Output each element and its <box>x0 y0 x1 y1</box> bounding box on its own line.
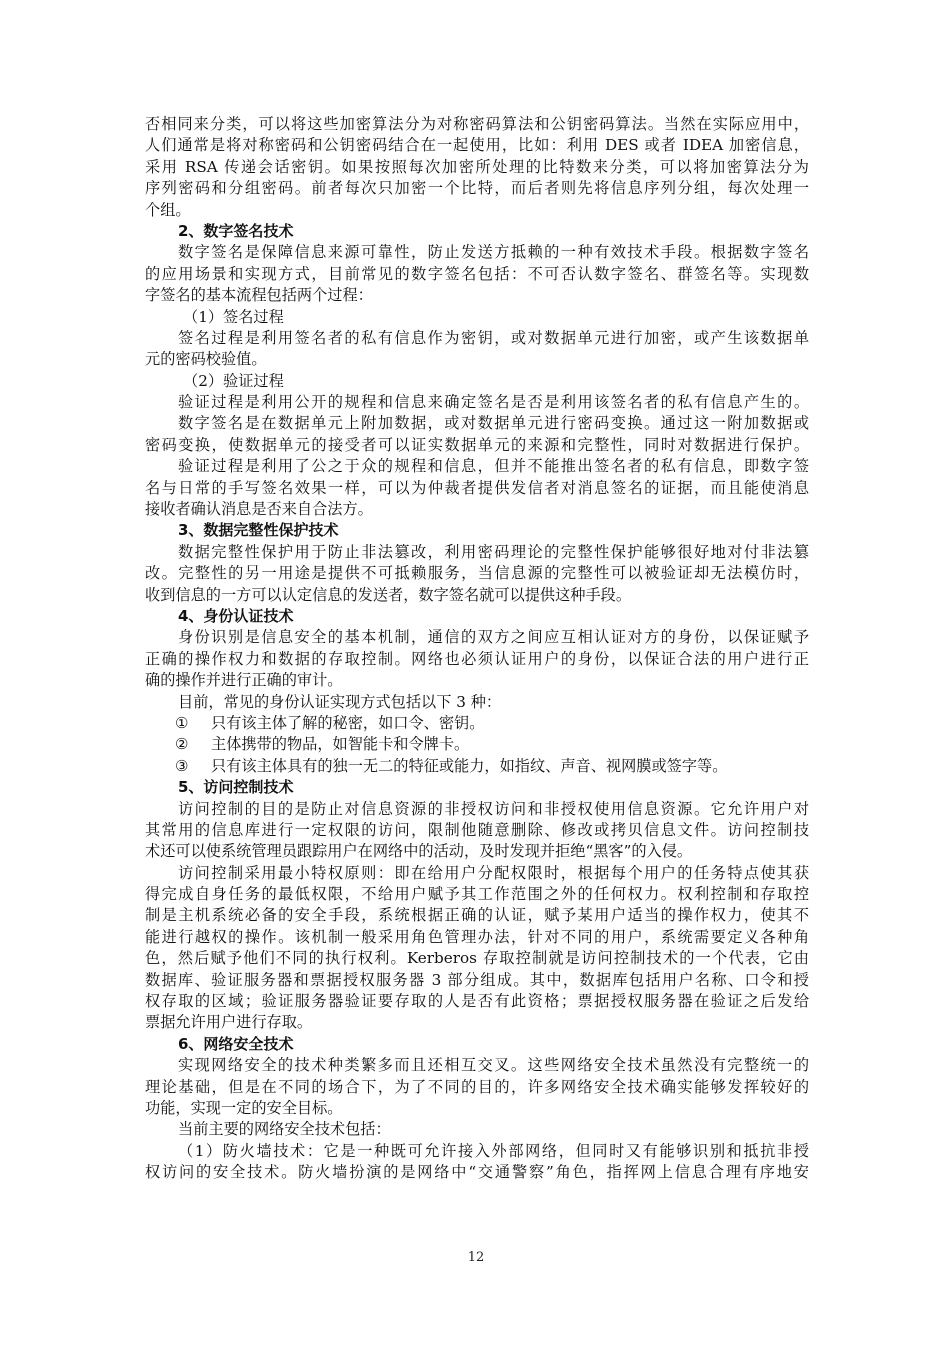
text-line: 名与日常的手写签名效果一样，可以为仲裁者提供发信者对消息签名的证据，而且能使消息 <box>145 478 809 497</box>
text-line: 访问控制采用最小特权原则：即在给用户分配权限时，根据每个用户的任务特点使其获 <box>178 863 809 882</box>
intro-paragraph <box>145 114 809 221</box>
list-item <box>145 756 809 777</box>
section-heading-network-security: 6、网络安全技术 <box>178 1034 294 1053</box>
list-marker: ① <box>175 713 189 732</box>
text-line: 字签名的基本流程包括两个过程： <box>145 286 373 305</box>
text-line: 的应用场景和实现方式，目前常见的数字签名包括：不可否认数字签名、群签名等。实现数 <box>145 264 809 283</box>
text-line: 制是主机系统必备的安全手段，系统根据正确的认证，赋予某用户适当的操作权力，使其不 <box>145 906 809 925</box>
section-heading-authentication: 4、身份认证技术 <box>178 606 294 625</box>
subheading-verify-process: （2）验证过程 <box>183 371 284 390</box>
page-number: 12 <box>467 1250 485 1265</box>
paragraph: 目前，常见的身份认证实现方式包括以下 3 种： <box>178 692 502 711</box>
paragraph: 验证过程是利用公开的规程和信息来确定签名是否是利用该签名者的私有信息产生的。 <box>178 393 809 412</box>
paragraph <box>145 542 809 606</box>
text-line: 收到信息的一方可以认定信息的发送者，数字签名就可以提供这种手段。 <box>145 585 631 604</box>
text-line: 得完成自身任务的最低权限，不给用户赋予其工作范围之外的任何权力。权利控制和存取控 <box>145 885 809 904</box>
text-line: 理论基础，但是在不同的场合下，为了不同的目的，许多网络安全技术确实能够发挥较好的 <box>145 1077 809 1096</box>
text-line: 数据完整性保护用于防止非法篡改，利用密码理论的完整性保护能够很好地对付非法篡 <box>178 542 809 561</box>
text-line: 色，然后赋予他们不同的执行权利。Kerberos 存取控制就是访问控制技术的一个代表，它由 <box>145 949 809 968</box>
text-line: 接收者确认消息是否来自合法方。 <box>145 500 373 519</box>
text-line: 确的操作并进行正确的审计。 <box>145 671 343 690</box>
section-heading-access-control: 5、访问控制技术 <box>178 778 294 797</box>
text-line: 数字签名是在数据单元上附加数据，或对数据单元进行密码变换。通过这一附加数据或 <box>178 414 809 433</box>
text-line: 票据允许用户进行存取。 <box>145 1013 313 1032</box>
text-line: 采用 RSA 传递会话密钥。如果按照每次加密所处理的比特数来分类，可以将加密算法分为 <box>145 157 809 176</box>
section-heading-digital-signature: 2、数字签名技术 <box>178 221 294 240</box>
text-line: 数字签名是保障信息来源可靠性，防止发送方抵赖的一种有效技术手段。根据数字签名 <box>178 243 809 262</box>
text-line: 正确的操作权力和数据的存取控制。网络也必须认证用户的身份，以保证合法的用户进行正 <box>145 649 809 668</box>
text-line: 否相同来分类，可以将这些加密算法分为对称密码算法和公钥密码算法。当然在实际应用中， <box>145 115 809 133</box>
list-marker: ③ <box>175 756 189 775</box>
text-line: 个组。 <box>145 200 191 219</box>
list-item <box>145 734 809 755</box>
text-line: （1）防火墙技术：它是一种既可允许接入外部网络，但同时又有能够识别和抵抗非授 <box>178 1141 809 1160</box>
list-item-text: 主体携带的物品，如智能卡和令牌卡。 <box>211 735 470 754</box>
text-line: 功能，实现一定的安全目标。 <box>145 1098 343 1117</box>
list-item-text: 只有该主体了解的秘密，如口令、密钥。 <box>211 713 485 732</box>
section-heading-data-integrity: 3、数据完整性保护技术 <box>178 521 339 540</box>
text-line: 验证过程是利用了公之于众的规程和信息，但并不能推出签名者的私有信息，即数字签 <box>178 457 809 476</box>
document-page <box>145 114 809 1184</box>
text-line: 密码变换，使数据单元的接受者可以证实数据单元的来源和完整性，同时对数据进行保护。 <box>145 435 809 454</box>
paragraph <box>145 1055 809 1119</box>
list-item <box>145 713 809 734</box>
text-line: 访问控制的目的是防止对信息资源的非授权访问和非授权使用信息资源。它允许用户对 <box>178 799 809 818</box>
text-line: 人们通常是将对称密码和公钥密码结合在一起使用，比如：利用 DES 或者 IDEA 加密信息， <box>145 136 809 155</box>
text-line: 签名过程是利用签名者的私有信息作为密钥，或对数据单元进行加密，或产生该数据单 <box>178 328 809 347</box>
paragraph <box>145 328 809 371</box>
text-line: 权存取的区域；验证服务器验证要存取的人是否有此资格；票据授权服务器在验证之后发给 <box>145 992 809 1011</box>
paragraph: 当前主要的网络安全技术包括： <box>178 1120 391 1139</box>
subheading-sign-process: （1）签名过程 <box>183 307 284 326</box>
text-line: 数据库、验证服务器和票据授权服务器 3 部分组成。其中，数据库包括用户名称、口令和授 <box>145 970 809 989</box>
text-line: 能进行越权的操作。该机制一般采用角色管理办法，针对不同的用户，系统需要定义各种角 <box>145 927 809 946</box>
text-line: 身份识别是信息安全的基本机制，通信的双方之间应互相认证对方的身份，以保证赋予 <box>178 628 809 647</box>
paragraph <box>145 799 809 863</box>
paragraph <box>145 456 809 520</box>
paragraph <box>145 863 809 1034</box>
text-line: 元的密码校验值。 <box>145 350 267 369</box>
text-line: 改。完整性的另一用途是提供不可抵赖服务，当信息源的完整性可以被验证却无法模仿时， <box>145 564 809 583</box>
paragraph <box>145 1141 809 1184</box>
text-line: 其常用的信息库进行一定权限的访问，限制他随意删除、修改或拷贝信息文件。访问控制技 <box>145 820 809 839</box>
text-line: 序列密码和分组密码。前者每次只加密一个比特，而后者则先将信息序列分组，每次处理一 <box>145 179 809 198</box>
list-item-text: 只有该主体具有的独一无二的特征或能力，如指纹、声音、视网膜或签字等。 <box>211 756 728 775</box>
paragraph <box>145 413 809 456</box>
text-line: 权访问的安全技术。防火墙扮演的是网络中“交通警察”角色，指挥网上信息合理有序地安 <box>145 1163 809 1182</box>
text-line: 实现网络安全的技术种类繁多而且还相互交叉。这些网络安全技术虽然没有完整统一的 <box>178 1056 809 1075</box>
list-marker: ② <box>175 735 189 754</box>
text-line: 术还可以使系统管理员跟踪用户在网络中的活动，及时发现并拒绝“黑客”的入侵。 <box>145 842 693 861</box>
paragraph <box>145 242 809 306</box>
paragraph <box>145 627 809 691</box>
